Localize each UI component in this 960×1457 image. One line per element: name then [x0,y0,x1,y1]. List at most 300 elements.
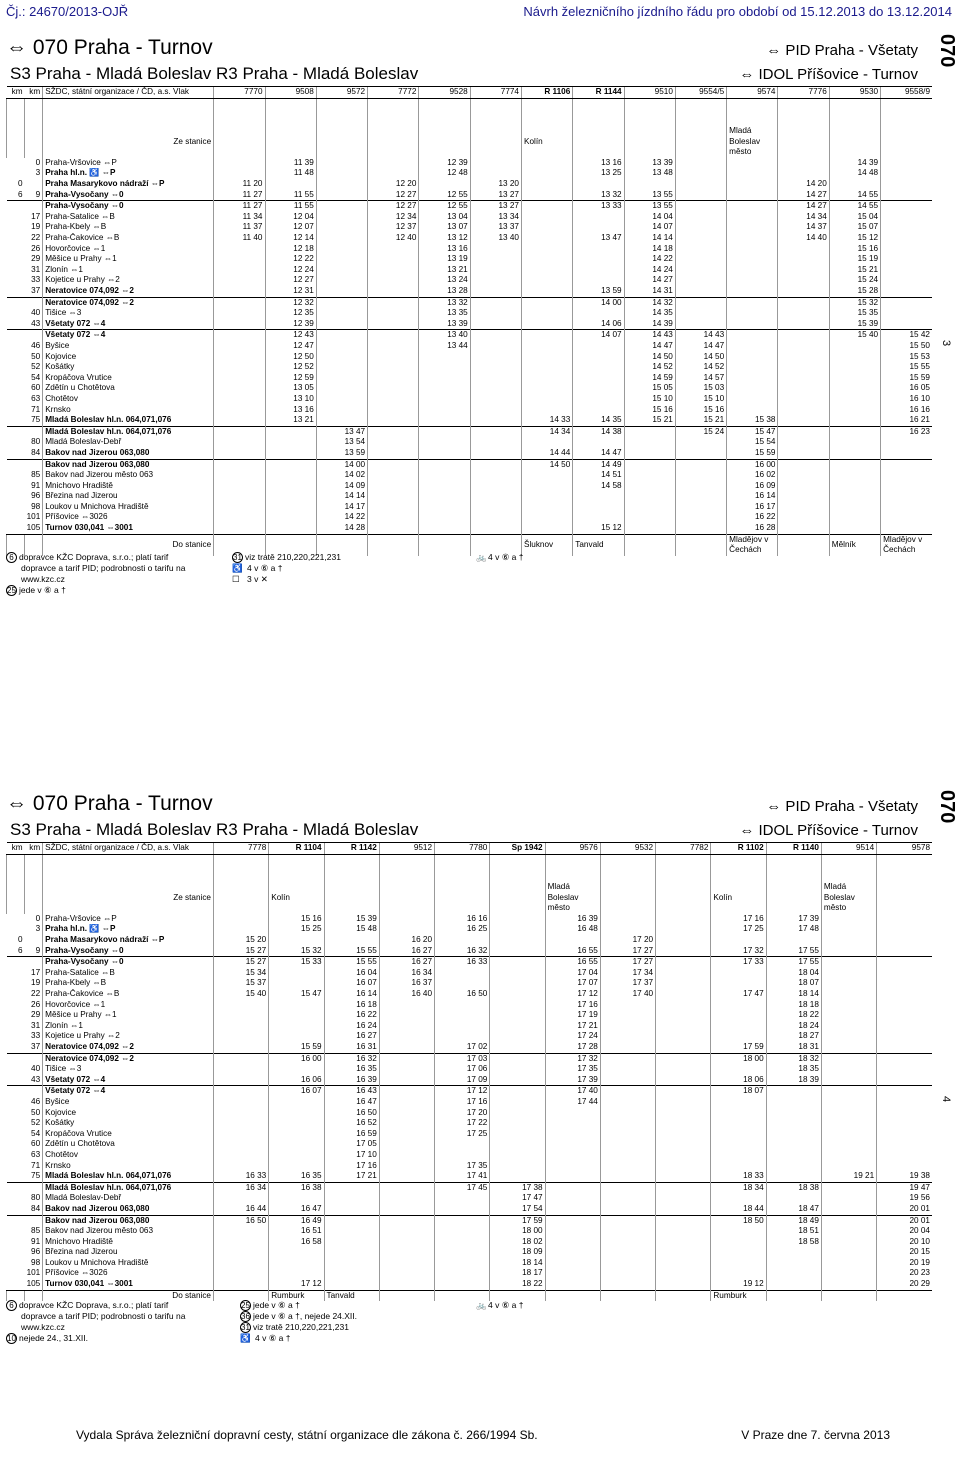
station-name: Praha Masarykovo nádraží ⇔P [43,179,214,190]
departure-time: 11 55 [265,190,316,201]
cell [766,854,821,882]
departure-time: 17 19 [545,1010,600,1021]
km-value [7,233,25,244]
station-name: Mladá Boleslav hl.n. 064,071,076 [43,426,214,437]
origin-station [214,126,265,158]
km-value [7,1193,25,1204]
station-row [7,297,933,308]
departure-time [821,989,876,1000]
departure-time [265,459,316,470]
departure-time [727,373,778,384]
cell [675,98,726,126]
station-row [7,308,933,319]
km-value [7,275,25,286]
departure-time [265,502,316,513]
departure-time: 11 34 [214,212,265,223]
departure-time [214,405,265,416]
departure-time: 13 21 [419,265,470,276]
station-row [7,968,933,979]
departure-time [419,415,470,426]
origin-station: Kolín [711,882,766,914]
departure-time: 16 16 [435,914,490,925]
departure-time [877,1086,932,1097]
cell [43,98,214,126]
footnote: 25 jede v ⑥ a † [241,1300,300,1310]
departure-time [727,212,778,223]
departure-time: 18 18 [766,1000,821,1011]
station-name: Praha-Vysočany ⇔0 [43,946,214,957]
station-name: Praha-Kbely ⇔B [43,222,214,233]
departure-time [829,179,880,190]
departure-time [711,1258,766,1269]
station-name: Bakov nad Jizerou 063,080 [43,1215,214,1226]
train-number: 7776 [778,87,829,99]
station-row [7,957,933,968]
departure-time [213,1247,268,1258]
departure-time [368,158,419,169]
departure-time: 17 16 [545,1000,600,1011]
destination-station: Tanvald [324,1290,379,1301]
station-row [7,914,933,925]
station-row [7,254,933,265]
departure-time [881,459,932,470]
departure-time [778,168,829,179]
departure-time [656,1021,711,1032]
station-name: Praha-Vršovice ⇔P [43,158,214,169]
departure-time [470,415,521,426]
km-value [25,1053,43,1064]
departure-time: 13 24 [419,275,470,286]
departure-time: 18 47 [766,1204,821,1215]
km-value: 26 [31,999,41,1009]
km-value: 19 [31,222,41,232]
departure-time [711,1021,766,1032]
departure-time [490,1097,545,1108]
departure-time [490,946,545,957]
departure-time: 14 02 [316,470,367,481]
departure-time [829,383,880,394]
departure-time [711,968,766,979]
station-row [7,1129,933,1140]
departure-time [656,1258,711,1269]
cell [573,98,624,126]
departure-time [213,1118,268,1129]
departure-time [490,914,545,925]
departure-time [214,459,265,470]
departure-time [470,265,521,276]
km-value [7,470,25,481]
departure-time: 14 33 [521,415,572,426]
departure-time [545,1226,600,1237]
departure-time [778,502,829,513]
departure-time [214,362,265,373]
departure-time [269,1118,324,1129]
km-value [7,244,25,255]
station-name: Mladá Boleslav hl.n. 064,071,076 [43,1182,214,1193]
departure-time [711,1268,766,1279]
departure-time [368,319,419,330]
origin-station [778,126,829,158]
departure-time [573,212,624,223]
departure-time [877,957,932,968]
departure-time [316,341,367,352]
cell [711,854,766,882]
departure-time: 15 59 [881,373,932,384]
departure-time: 15 47 [269,989,324,1000]
departure-time [545,1150,600,1161]
departure-time [573,244,624,255]
station-name: Hovorčovice ⇔1 [43,244,214,255]
departure-time: 17 47 [711,989,766,1000]
departure-time: 13 40 [419,330,470,341]
train-number: 7780 [435,843,490,855]
departure-time [419,373,470,384]
departure-time [316,244,367,255]
departure-time [545,1247,600,1258]
station-name: Měšice u Prahy ⇔1 [43,254,214,265]
departure-time: 14 18 [624,244,675,255]
departure-time: 16 50 [324,1108,379,1119]
departure-time [656,1247,711,1258]
departure-time [379,924,434,935]
departure-time [600,924,655,935]
departure-time [600,1193,655,1204]
departure-time: 13 39 [624,158,675,169]
departure-time [470,254,521,265]
km-value [7,1086,25,1097]
departure-time [656,1129,711,1140]
departure-time: 17 16 [435,1097,490,1108]
departure-time [521,275,572,286]
departure-time: 19 21 [821,1171,876,1182]
departure-time [521,512,572,523]
page1-pid-line: ⇔ PID Praha - Všetaty [766,42,918,59]
departure-time: 15 55 [324,957,379,968]
departure-time: 12 14 [265,233,316,244]
departure-time [821,1053,876,1064]
departure-time: 15 37 [213,978,268,989]
departure-time [214,275,265,286]
departure-time [490,1031,545,1042]
station-row [7,341,933,352]
origin-station [324,882,379,914]
departure-time [877,924,932,935]
station-row [7,1075,933,1086]
km-value [7,481,25,492]
departure-time [778,308,829,319]
departure-time [213,1075,268,1086]
departure-time [490,1021,545,1032]
departure-time [600,1279,655,1290]
train-number: 9510 [624,87,675,99]
departure-time: 18 04 [766,968,821,979]
departure-time: 16 25 [435,924,490,935]
departure-time [766,1150,821,1161]
footnote: dopravce a tarif PID; podrobnosti o tarifu na [21,1311,186,1321]
departure-time: 18 07 [711,1086,766,1097]
departure-time [675,275,726,286]
departure-time [545,1204,600,1215]
departure-time [490,1150,545,1161]
departure-time [573,373,624,384]
origin-station [766,882,821,914]
departure-time [214,330,265,341]
departure-time: 18 50 [711,1215,766,1226]
departure-time [877,978,932,989]
station-name: Praha-Čakovice ⇔B [43,233,214,244]
station-row [7,1279,933,1290]
departure-time: 14 27 [624,275,675,286]
departure-time: 17 12 [545,989,600,1000]
departure-time: 15 53 [881,352,932,363]
departure-time [490,1075,545,1086]
departure-time [600,1000,655,1011]
departure-time [316,201,367,212]
station-row [7,1150,933,1161]
departure-time: 18 34 [711,1182,766,1193]
departure-time [545,1237,600,1248]
departure-time [727,330,778,341]
departure-time: 12 32 [265,297,316,308]
departure-time [316,158,367,169]
departure-time [435,1010,490,1021]
departure-time [379,1075,434,1086]
km-header: km [7,87,25,99]
departure-time [379,1053,434,1064]
cell [778,98,829,126]
departure-time: 15 59 [727,448,778,459]
departure-time [470,308,521,319]
departure-time [379,1086,434,1097]
km-value: 98 [31,501,41,511]
km-value: 22 [31,989,41,999]
departure-time: 17 32 [711,946,766,957]
station-name: Všetaty 072 ⇔4 [43,330,214,341]
km-value [7,1097,25,1108]
to-label: Do stanice [43,1290,214,1301]
departure-time: 12 27 [265,275,316,286]
departure-time [877,1097,932,1108]
departure-time: 15 21 [829,265,880,276]
destination-station: Mělník [829,534,880,556]
departure-time: 11 27 [214,201,265,212]
station-name: Praha-Čakovice ⇔B [43,989,214,1000]
station-name: Loukov u Mnichova Hradiště [43,502,214,513]
departure-time: 17 21 [324,1171,379,1182]
train-number: 9578 [877,843,932,855]
departure-time: 17 22 [435,1118,490,1129]
footnote: 25 jede v ⑥ a † [7,585,66,595]
departure-time: 14 00 [316,459,367,470]
departure-time: 14 47 [675,341,726,352]
departure-time [881,201,932,212]
page1-side-number: 070 [936,34,958,68]
departure-time [600,1086,655,1097]
departure-time [821,1129,876,1140]
departure-time [821,935,876,946]
departure-time [435,1237,490,1248]
departure-time [675,201,726,212]
departure-time [573,437,624,448]
departure-time [877,1118,932,1129]
departure-time: 18 35 [766,1064,821,1075]
departure-time [877,1161,932,1172]
departure-time [573,179,624,190]
km-value [7,1118,25,1129]
footnote: 🚲4 v ⑥ a † [476,1300,524,1310]
departure-time: 15 03 [675,383,726,394]
page1-subtitle: S3 Praha - Mladá Boleslav R3 Praha - Mladá Boleslav [10,64,419,83]
departure-time: 15 28 [829,286,880,297]
train-number: 7772 [368,87,419,99]
departure-time [379,1268,434,1279]
footnote: 36 jede v ⑥ a †, nejede 24.XII. [241,1311,358,1321]
station-row [7,1000,933,1011]
departure-time [379,1108,434,1119]
departure-time [213,1010,268,1021]
departure-time [419,491,470,502]
departure-time: 20 01 [877,1204,932,1215]
departure-time [881,502,932,513]
origin-station [829,126,880,158]
departure-time [573,352,624,363]
km-value: 60 [31,383,41,393]
train-number-row [7,87,933,99]
departure-time [379,1204,434,1215]
departure-time [829,426,880,437]
departure-time: 16 09 [727,481,778,492]
departure-time [624,523,675,534]
footnote: www.kzc.cz [21,1322,65,1332]
departure-time [214,352,265,363]
departure-time: 18 14 [490,1258,545,1269]
departure-time: 13 55 [624,201,675,212]
departure-time [675,297,726,308]
departure-time: 16 20 [379,935,434,946]
departure-time: 18 22 [766,1010,821,1021]
departure-time [521,158,572,169]
footnote: ♿ 4 v ⑥ a † [240,1333,291,1343]
departure-time: 12 50 [265,352,316,363]
departure-time: 13 20 [470,179,521,190]
departure-time [316,265,367,276]
departure-time [656,1031,711,1042]
departure-time [470,244,521,255]
departure-time [656,968,711,979]
departure-time: 20 29 [877,1279,932,1290]
train-number: 9514 [821,843,876,855]
station-row [7,523,933,534]
departure-time [419,448,470,459]
station-name: Všetaty 072 ⇔4 [43,1075,214,1086]
departure-time: 12 24 [265,265,316,276]
cell [419,98,470,126]
departure-time: 16 00 [727,459,778,470]
departure-time [213,1226,268,1237]
departure-time: 16 28 [727,523,778,534]
departure-time [379,1226,434,1237]
departure-time: 14 37 [778,222,829,233]
departure-time [881,190,932,201]
departure-time [600,914,655,925]
departure-time [656,1000,711,1011]
station-row [7,437,933,448]
train-number: 9512 [379,843,434,855]
origin-station [881,126,932,158]
departure-time [214,448,265,459]
departure-time: 12 47 [265,341,316,352]
departure-time [778,330,829,341]
departure-time [656,989,711,1000]
departure-time: 14 40 [778,233,829,244]
departure-time [881,512,932,523]
departure-time: 18 14 [766,989,821,1000]
station-name: Loukov u Mnichova Hradiště [43,1258,214,1269]
km-value [25,426,43,437]
departure-time [881,212,932,223]
departure-time [821,1139,876,1150]
departure-time [214,394,265,405]
departure-time [778,512,829,523]
departure-time [656,1075,711,1086]
page2-idol-line: ⇔ IDOL Příšovice - Turnov [739,822,918,839]
footer-publisher: Vydala Správa železniční dopravní cesty, státní organizace dle zákona č. 266/1994 Sb. [76,1428,538,1442]
departure-time [521,330,572,341]
departure-time [829,362,880,373]
departure-time [675,491,726,502]
departure-time: 17 39 [545,1075,600,1086]
departure-time [316,297,367,308]
from-station-row [7,882,933,914]
km-value: 26 [31,243,41,253]
departure-time [600,1053,655,1064]
departure-time [379,1010,434,1021]
departure-time [490,1053,545,1064]
origin-station [379,882,434,914]
departure-time [877,1010,932,1021]
cell [435,854,490,882]
departure-time [368,512,419,523]
station-name: Chotětov [43,394,214,405]
station-name: Praha-Vršovice ⇔P [43,914,214,925]
departure-time [213,1258,268,1269]
km-value: 91 [31,480,41,490]
departure-time [521,212,572,223]
departure-time: 17 48 [766,924,821,935]
departure-time: 16 50 [213,1215,268,1226]
train-number: 9574 [727,87,778,99]
km-value: 29 [31,254,41,264]
departure-time [521,502,572,513]
departure-time [600,1226,655,1237]
km-value [7,158,25,169]
km-value: 6 [18,945,23,955]
station-name: Bakov nad Jizerou 063,080 [43,448,214,459]
departure-time [821,914,876,925]
station-name: Košátky [43,1118,214,1129]
departure-time [470,158,521,169]
departure-time [316,275,367,286]
departure-time [545,1118,600,1129]
departure-time [368,502,419,513]
departure-time [656,978,711,989]
destination-station [545,1290,600,1301]
departure-time: 15 39 [829,319,880,330]
departure-time: 16 55 [545,957,600,968]
departure-time: 20 15 [877,1247,932,1258]
departure-time [265,426,316,437]
km-value [25,179,43,190]
